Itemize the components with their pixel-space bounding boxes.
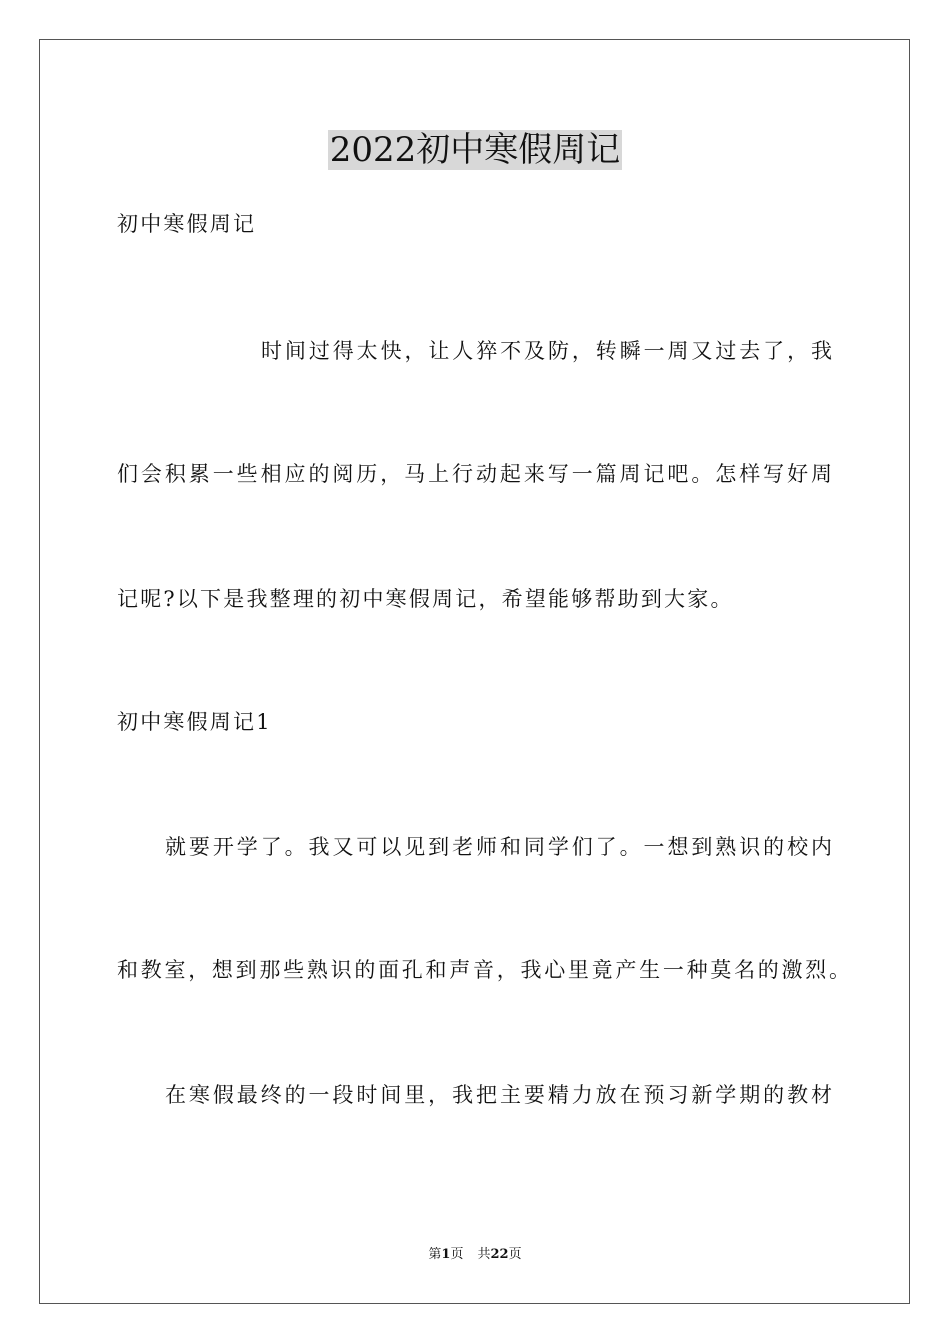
paragraph-line: 在寒假最终的一段时间里，我把主要精力放在预习新学期的教材 bbox=[165, 1083, 832, 1107]
footer-page-suffix: 页 bbox=[450, 1247, 464, 1262]
paragraph-line: 和教室，想到那些熟识的面孔和声音，我心里竟产生一种莫名的激烈。 bbox=[117, 958, 850, 982]
footer-page-number: 1 bbox=[441, 1247, 451, 1262]
footer-page-prefix: 第 bbox=[428, 1247, 442, 1262]
paragraph-line: 记呢?以下是我整理的初中寒假周记，希望能够帮助到大家。 bbox=[117, 587, 734, 611]
footer-total-suffix: 页 bbox=[508, 1247, 522, 1262]
section-heading: 初中寒假周记 bbox=[117, 212, 257, 236]
document-title-text: 2022初中寒假周记 bbox=[329, 130, 621, 170]
footer-total-prefix: 共 bbox=[477, 1247, 491, 1262]
document-title bbox=[0, 128, 950, 172]
paragraph-line: 们会积累一些相应的阅历，马上行动起来写一篇周记吧。怎样写好周 bbox=[117, 462, 832, 486]
paragraph-line: 时间过得太快，让人猝不及防，转瞬一周又过去了，我 bbox=[261, 339, 832, 363]
footer-total-pages: 22 bbox=[490, 1247, 509, 1262]
paragraph-line: 就要开学了。我又可以见到老师和同学们了。一想到熟识的校内 bbox=[165, 835, 832, 859]
section-heading: 初中寒假周记1 bbox=[117, 710, 272, 734]
page-footer bbox=[0, 1246, 950, 1264]
